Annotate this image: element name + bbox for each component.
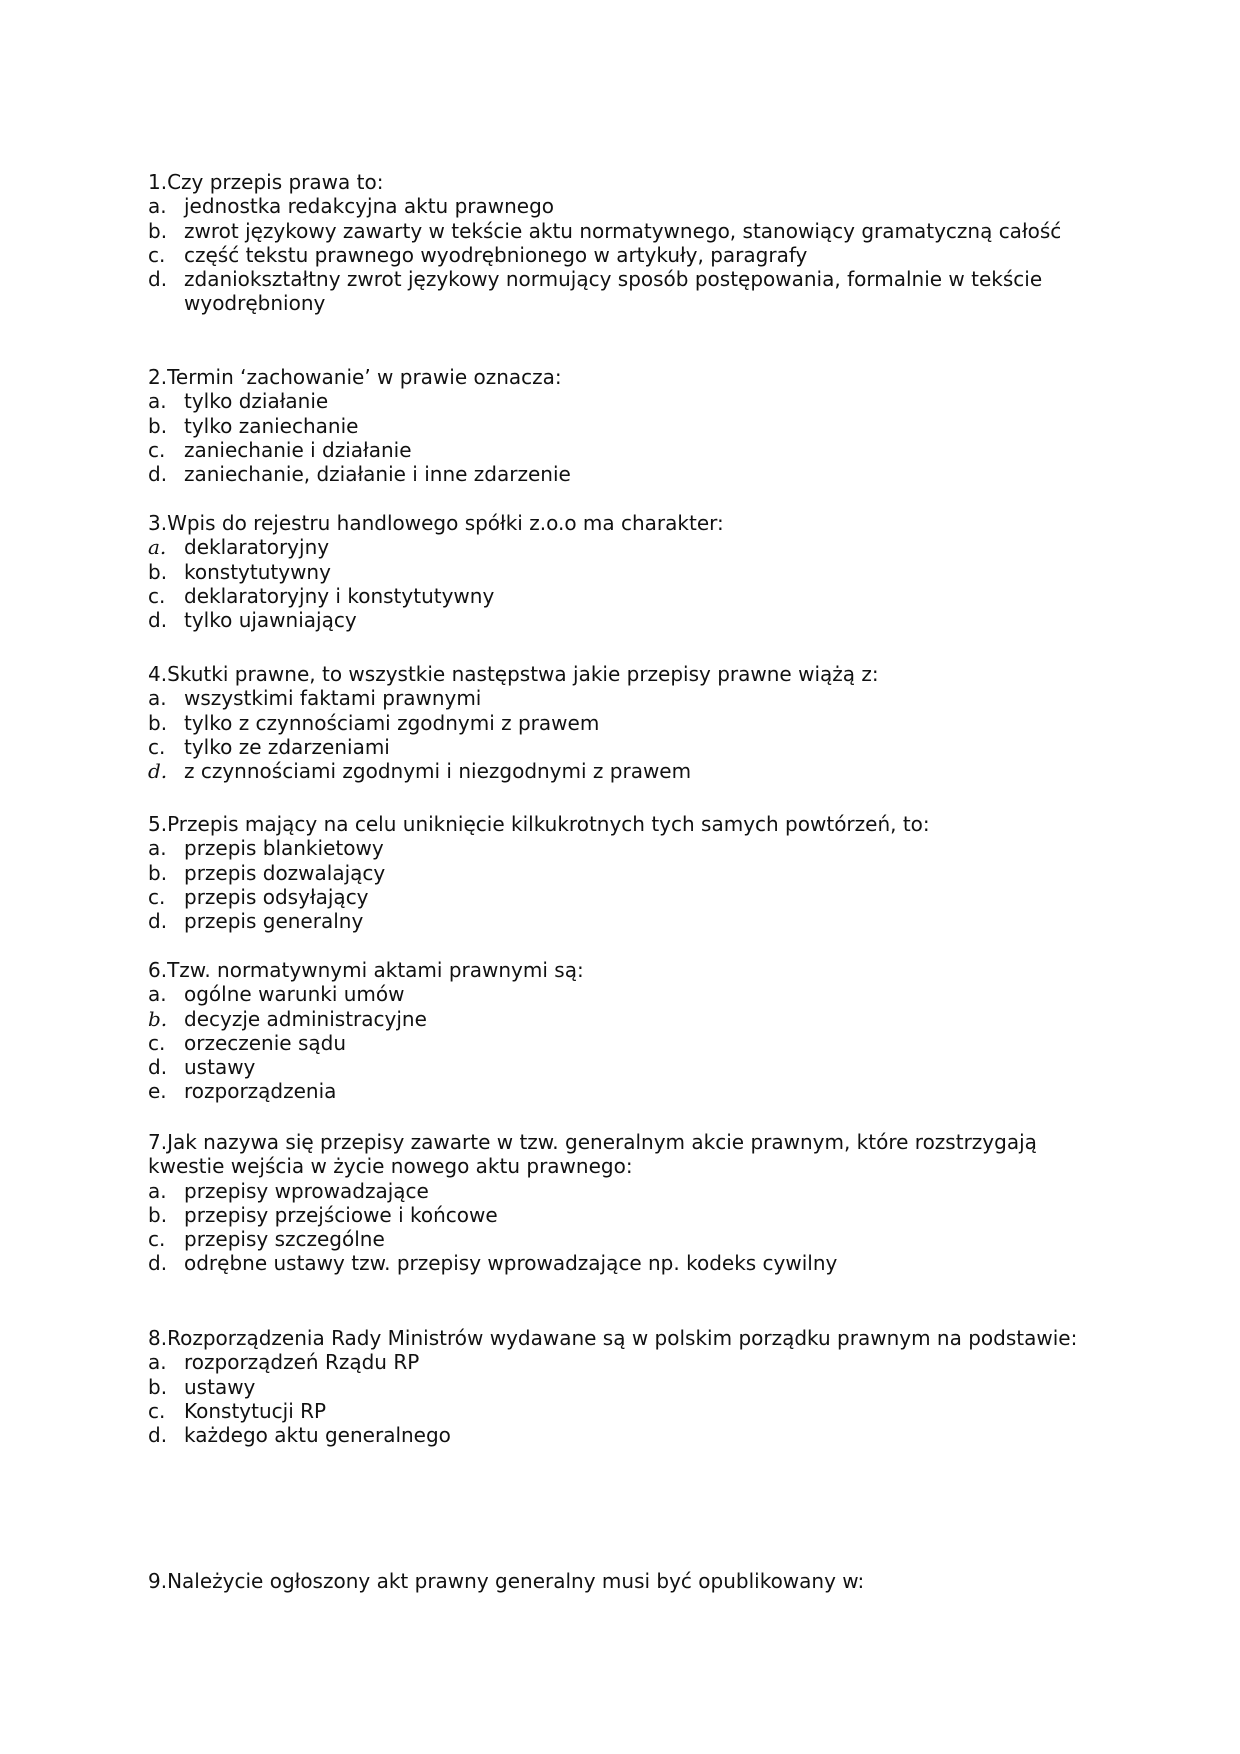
option-text: ogólne warunki umów — [184, 982, 405, 1007]
option-text: przepisy przejściowe i końcowe — [184, 1202, 498, 1227]
option-letter: d. — [148, 759, 168, 784]
question-title: 6.Tzw. normatywnymi aktami prawnymi są: — [148, 958, 584, 982]
option-text: tylko zaniechanie — [184, 413, 359, 438]
question-2 — [148, 365, 1088, 486]
option-text: przepisy wprowadzające — [184, 1178, 429, 1203]
option-text: decyzje administracyjne — [184, 1006, 427, 1031]
answer-option-a — [148, 686, 1088, 710]
option-text: ustawy — [184, 1055, 256, 1080]
answer-option-c — [148, 1399, 1088, 1423]
question-8 — [148, 1326, 1088, 1447]
option-text: wszystkimi faktami prawnymi — [184, 686, 482, 711]
option-letter: e. — [148, 1079, 167, 1104]
option-letter: a. — [148, 1178, 167, 1203]
option-letter: b. — [148, 559, 168, 584]
option-letter: a. — [148, 194, 167, 219]
answer-options — [148, 535, 1088, 632]
option-text: deklaratoryjny — [184, 535, 330, 560]
option-text: przepis odsyłający — [184, 884, 369, 909]
answer-option-a — [148, 982, 1088, 1006]
option-letter: c. — [148, 1227, 166, 1252]
option-letter: b. — [148, 1374, 168, 1399]
option-text: część tekstu prawnego wyodrębnionego w artykuły, paragrafy — [184, 242, 808, 267]
answer-option-a — [148, 194, 1088, 218]
option-letter: c. — [148, 734, 166, 759]
answer-option-a — [148, 535, 1088, 559]
option-text: każdego aktu generalnego — [184, 1423, 451, 1448]
question-1 — [148, 170, 1088, 316]
question-3 — [148, 511, 1088, 632]
question-title: 1.Czy przepis prawa to: — [148, 170, 384, 194]
option-letter: c. — [148, 884, 166, 909]
option-text: odrębne ustawy tzw. przepisy wprowadzające np. kodeks cywilny — [184, 1251, 838, 1276]
option-letter: d. — [148, 608, 168, 633]
option-text: przepis dozwalający — [184, 860, 386, 885]
option-letter: a. — [148, 982, 167, 1007]
option-text: z czynnościami zgodnymi i niezgodnymi z prawem — [184, 759, 692, 784]
answer-option-b — [148, 414, 1088, 438]
option-letter: d. — [148, 1423, 168, 1448]
answer-option-c — [148, 584, 1088, 608]
option-letter: a. — [148, 535, 167, 560]
answer-option-b — [148, 1375, 1088, 1399]
option-text: rozporządzenia — [184, 1079, 337, 1104]
option-text: przepisy szczególne — [184, 1227, 385, 1252]
option-text: przepis blankietowy — [184, 836, 384, 861]
answer-option-c — [148, 243, 1088, 267]
answer-option-c — [148, 885, 1088, 909]
answer-options — [148, 1350, 1088, 1447]
option-text: deklaratoryjny i konstytutywny — [184, 583, 495, 608]
question-title: 9.Należycie ogłoszony akt prawny generalny musi być opublikowany w: — [148, 1569, 865, 1593]
option-letter: d. — [148, 462, 168, 487]
question-title: 4.Skutki prawne, to wszystkie następstwa jakie przepisy prawne wiążą z: — [148, 662, 879, 686]
question-4 — [148, 662, 1088, 783]
option-text: konstytutywny — [184, 559, 331, 584]
answer-option-d — [148, 1251, 1088, 1275]
answer-options — [148, 982, 1088, 1103]
answer-options — [148, 686, 1088, 783]
option-letter: a. — [148, 686, 167, 711]
answer-option-d — [148, 1423, 1088, 1447]
question-6 — [148, 958, 1088, 1104]
option-text: tylko z czynnościami zgodnymi z prawem — [184, 710, 600, 735]
answer-options — [148, 194, 1088, 315]
answer-option-d — [148, 462, 1088, 486]
answer-option-d — [148, 267, 1088, 316]
option-letter: c. — [148, 1030, 166, 1055]
option-letter: a. — [148, 836, 167, 861]
option-letter: b. — [148, 1202, 168, 1227]
option-text: rozporządzeń Rządu RP — [184, 1350, 420, 1375]
question-title: 3.Wpis do rejestru handlowego spółki z.o.o ma charakter: — [148, 511, 724, 535]
answer-options — [148, 389, 1088, 486]
option-letter: c. — [148, 437, 166, 462]
option-letter: b. — [148, 860, 168, 885]
option-letter: d. — [148, 1055, 168, 1080]
answer-option-c — [148, 1031, 1088, 1055]
answer-option-a — [148, 1350, 1088, 1374]
option-letter: b. — [148, 218, 168, 243]
answer-option-d — [148, 608, 1088, 632]
option-text: tylko działanie — [184, 389, 329, 414]
option-letter: d. — [148, 267, 168, 292]
option-letter: a. — [148, 389, 167, 414]
question-7 — [148, 1130, 1088, 1276]
option-letter: d. — [148, 1251, 168, 1276]
answer-options — [148, 836, 1088, 933]
option-text: jednostka redakcyjna aktu prawnego — [184, 194, 555, 219]
answer-option-a — [148, 1179, 1088, 1203]
option-text: przepis generalny — [184, 909, 364, 934]
option-text: ustawy — [184, 1374, 256, 1399]
answer-option-b — [148, 861, 1088, 885]
answer-option-b — [148, 219, 1088, 243]
answer-option-e — [148, 1079, 1088, 1103]
answer-option-a — [148, 836, 1088, 860]
answer-option-b — [148, 1203, 1088, 1227]
question-9 — [148, 1569, 1088, 1593]
option-letter: d. — [148, 909, 168, 934]
answer-option-d — [148, 909, 1088, 933]
option-text: orzeczenie sądu — [184, 1030, 347, 1055]
answer-option-c — [148, 438, 1088, 462]
option-letter: b. — [148, 1006, 168, 1031]
option-letter: a. — [148, 1350, 167, 1375]
answer-option-c — [148, 1227, 1088, 1251]
option-text: zdaniokształtny zwrot językowy normujący sposób postępowania, formalnie w tekście wyodrębniony — [184, 267, 1043, 316]
question-5 — [148, 812, 1088, 933]
answer-option-c — [148, 735, 1088, 759]
option-letter: b. — [148, 413, 168, 438]
question-title: 8.Rozporządzenia Rady Ministrów wydawane są w polskim porządku prawnym na podstawie: — [148, 1326, 1078, 1350]
answer-option-d — [148, 1055, 1088, 1079]
answer-option-b — [148, 560, 1088, 584]
answer-option-a — [148, 389, 1088, 413]
answer-option-d — [148, 759, 1088, 783]
answer-options — [148, 1179, 1088, 1276]
option-letter: c. — [148, 583, 166, 608]
answer-option-b — [148, 1007, 1088, 1031]
option-text: zwrot językowy zawarty w tekście aktu normatywnego, stanowiący gramatyczną całość — [184, 218, 1062, 243]
question-title: 7.Jak nazywa się przepisy zawarte w tzw. generalnym akcie prawnym, które rozstrzygają kwestie wejścia w życie nowego aktu prawnego: — [148, 1130, 1037, 1179]
option-text: tylko ujawniający — [184, 608, 357, 633]
option-text: zaniechanie i działanie — [184, 437, 412, 462]
option-letter: c. — [148, 1398, 166, 1423]
question-title: 5.Przepis mający na celu uniknięcie kilkukrotnych tych samych powtórzeń, to: — [148, 812, 930, 836]
question-title: 2.Termin ‘zachowanie’ w prawie oznacza: — [148, 365, 562, 389]
option-text: tylko ze zdarzeniami — [184, 734, 390, 759]
option-letter: c. — [148, 242, 166, 267]
answer-option-b — [148, 711, 1088, 735]
option-text: Konstytucji RP — [184, 1398, 327, 1423]
option-letter: b. — [148, 710, 168, 735]
option-text: zaniechanie, działanie i inne zdarzenie — [184, 462, 571, 487]
